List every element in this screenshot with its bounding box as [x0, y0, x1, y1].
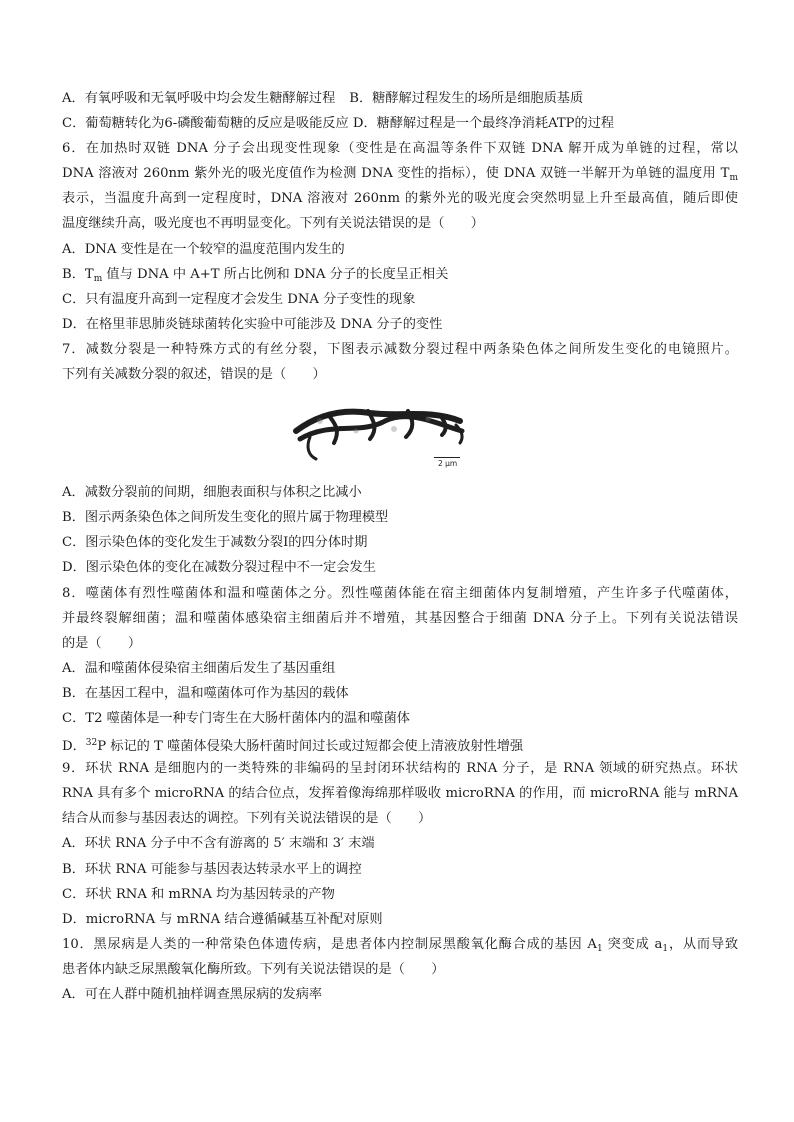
q5-options-ab	[62, 86, 738, 111]
q5-option-a: A．有氧呼吸和无氧呼吸中均会发生糖酵解过程	[62, 91, 336, 106]
q8-option-d: D．$^{32}$P 标记的 T 噬菌体侵染大肠杆菌时间过长或过短都会使上清液放射性增强	[62, 738, 524, 755]
q10-stem-line1: 10．黑尿病是人类的一种常染色体遗传病，是患者体内控制尿黑酸氧化酶合成的基因 $A_1$ 突变成 $a_1$，从而导致	[62, 936, 739, 954]
scale-bar-label: 2 μm	[438, 459, 458, 469]
q9-stem-line3: 结合从而参与基因表达的调控。下列有关说法错误的是（ ）	[62, 811, 432, 827]
q6-stem-line3: 表示，当温度升高到一定程度时，DNA 溶液对 260nm 的紫外光的吸光度会突然明显上升至最高值，随后即使	[62, 191, 738, 207]
q6-option-b: B．$T_m$ 值与 DNA 中 A+T 所占比例和 DNA 分子的长度呈正相关	[62, 266, 449, 284]
exam-page	[62, 86, 738, 1007]
q9-option-b: B．环状 RNA 可能参与基因表达转录水平上的调控	[62, 861, 362, 877]
q9-option-a: A．环状 RNA 分子中不含有游离的 5′ 末端和 3′ 末端	[62, 836, 375, 852]
q5-option-c: C．葡萄糖转化为6-磷酸葡萄糖的反应是吸能反应	[62, 116, 349, 132]
q7-option-c: C．图示染色体的变化发生于减数分裂Ⅰ的四分体时期	[62, 535, 368, 551]
q6-option-d: D．在格里菲思肺炎链球菌转化实验中可能涉及 DNA 分子的变性	[62, 316, 443, 332]
q6-option-a: A．DNA 变性是在一个较窄的温度范围内发生的	[62, 241, 345, 257]
q9-option-c: C．环状 RNA 和 mRNA 均为基因转录的产物	[62, 886, 335, 902]
q9-option-d: D．microRNA 与 mRNA 结合遵循碱基互补配对原则	[62, 911, 383, 927]
scale-bar-line	[434, 457, 460, 458]
q10-option-a: A．可在人群中随机抽样调查黑尿病的发病率	[62, 987, 323, 1002]
q7-option-d: D．图示染色体的变化在减数分裂过程中不一定会发生	[62, 560, 376, 576]
chromosome-micrograph-image	[290, 391, 470, 467]
q5-option-b: B．糖酵解过程发生的场所是细胞质基质	[349, 91, 584, 106]
q8-stem-line2: 并最终裂解细菌；温和噬菌体感染宿主细菌后并不增殖，其基因整合于细菌 DNA 分子上。下列有关说法错误	[62, 610, 738, 626]
q9-stem-line1: 9．环状 RNA 是细胞内的一类特殊的非编码的呈封闭环状结构的 RNA 分子，是 RNA 领域的研究热点。环状	[62, 761, 738, 777]
q7-option-b: B．图示两条染色体之间所发生变化的照片属于物理模型	[62, 510, 389, 526]
q7-stem-line2: 下列有关减数分裂的叙述，错误的是（ ）	[62, 367, 326, 383]
q7-stem-line1: 7．减数分裂是一种特殊方式的有丝分裂，下图表示减数分裂过程中两条染色体之间所发生变化的电镜照片。	[62, 341, 738, 357]
q8-stem-line3: 的是（ ）	[62, 635, 142, 651]
q10-stem-line2: 患者体内缺乏尿黑酸氧化酶所致。下列有关说法错误的是（ ）	[62, 961, 445, 977]
q6-option-c: C．只有温度升高到一定程度才会发生 DNA 分子变性的现象	[62, 291, 416, 307]
q6-stem-line2: DNA 溶液对 260nm 紫外光的吸光度值作为检测 DNA 变性的指标），使 DNA 双链一半解开为单链的温度用 $T_m$	[62, 166, 738, 184]
q8-option-b: B．在基因工程中，温和噬菌体可作为基因的载体	[62, 685, 349, 701]
q9-stem-line2: RNA 具有多个 microRNA 的结合位点，发挥着像海绵那样吸收 microRNA 的作用，而 microRNA 能与 mRNA	[62, 786, 738, 802]
q7-option-a: A．减数分裂前的间期，细胞表面积与体积之比减小	[62, 485, 362, 501]
q6-stem-line1: 6．在加热时双链 DNA 分子会出现变性现象（变性是在高温等条件下双链 DNA 解开成为单链的过程，常以	[62, 141, 738, 157]
q8-stem-line1: 8．噬菌体有烈性噬菌体和温和噬菌体之分。烈性噬菌体能在宿主细菌体内复制增殖，产生许多子代噬菌体，	[62, 585, 738, 601]
q5-option-d: D．糖酵解过程是一个最终净消耗ATP的过程	[352, 116, 615, 132]
q6-stem-line4: 温度继续升高，吸光度也不再明显变化。下列有关说法错误的是（ ）	[62, 216, 484, 232]
chromosome-micrograph-figure	[62, 387, 738, 480]
q5-options-cd	[62, 111, 738, 136]
q8-option-a: A．温和噬菌体侵染宿主细菌后发生了基因重组	[62, 660, 336, 676]
q8-option-c: C．T2 噬菌体是一种专门寄生在大肠杆菌体内的温和噬菌体	[62, 710, 410, 726]
